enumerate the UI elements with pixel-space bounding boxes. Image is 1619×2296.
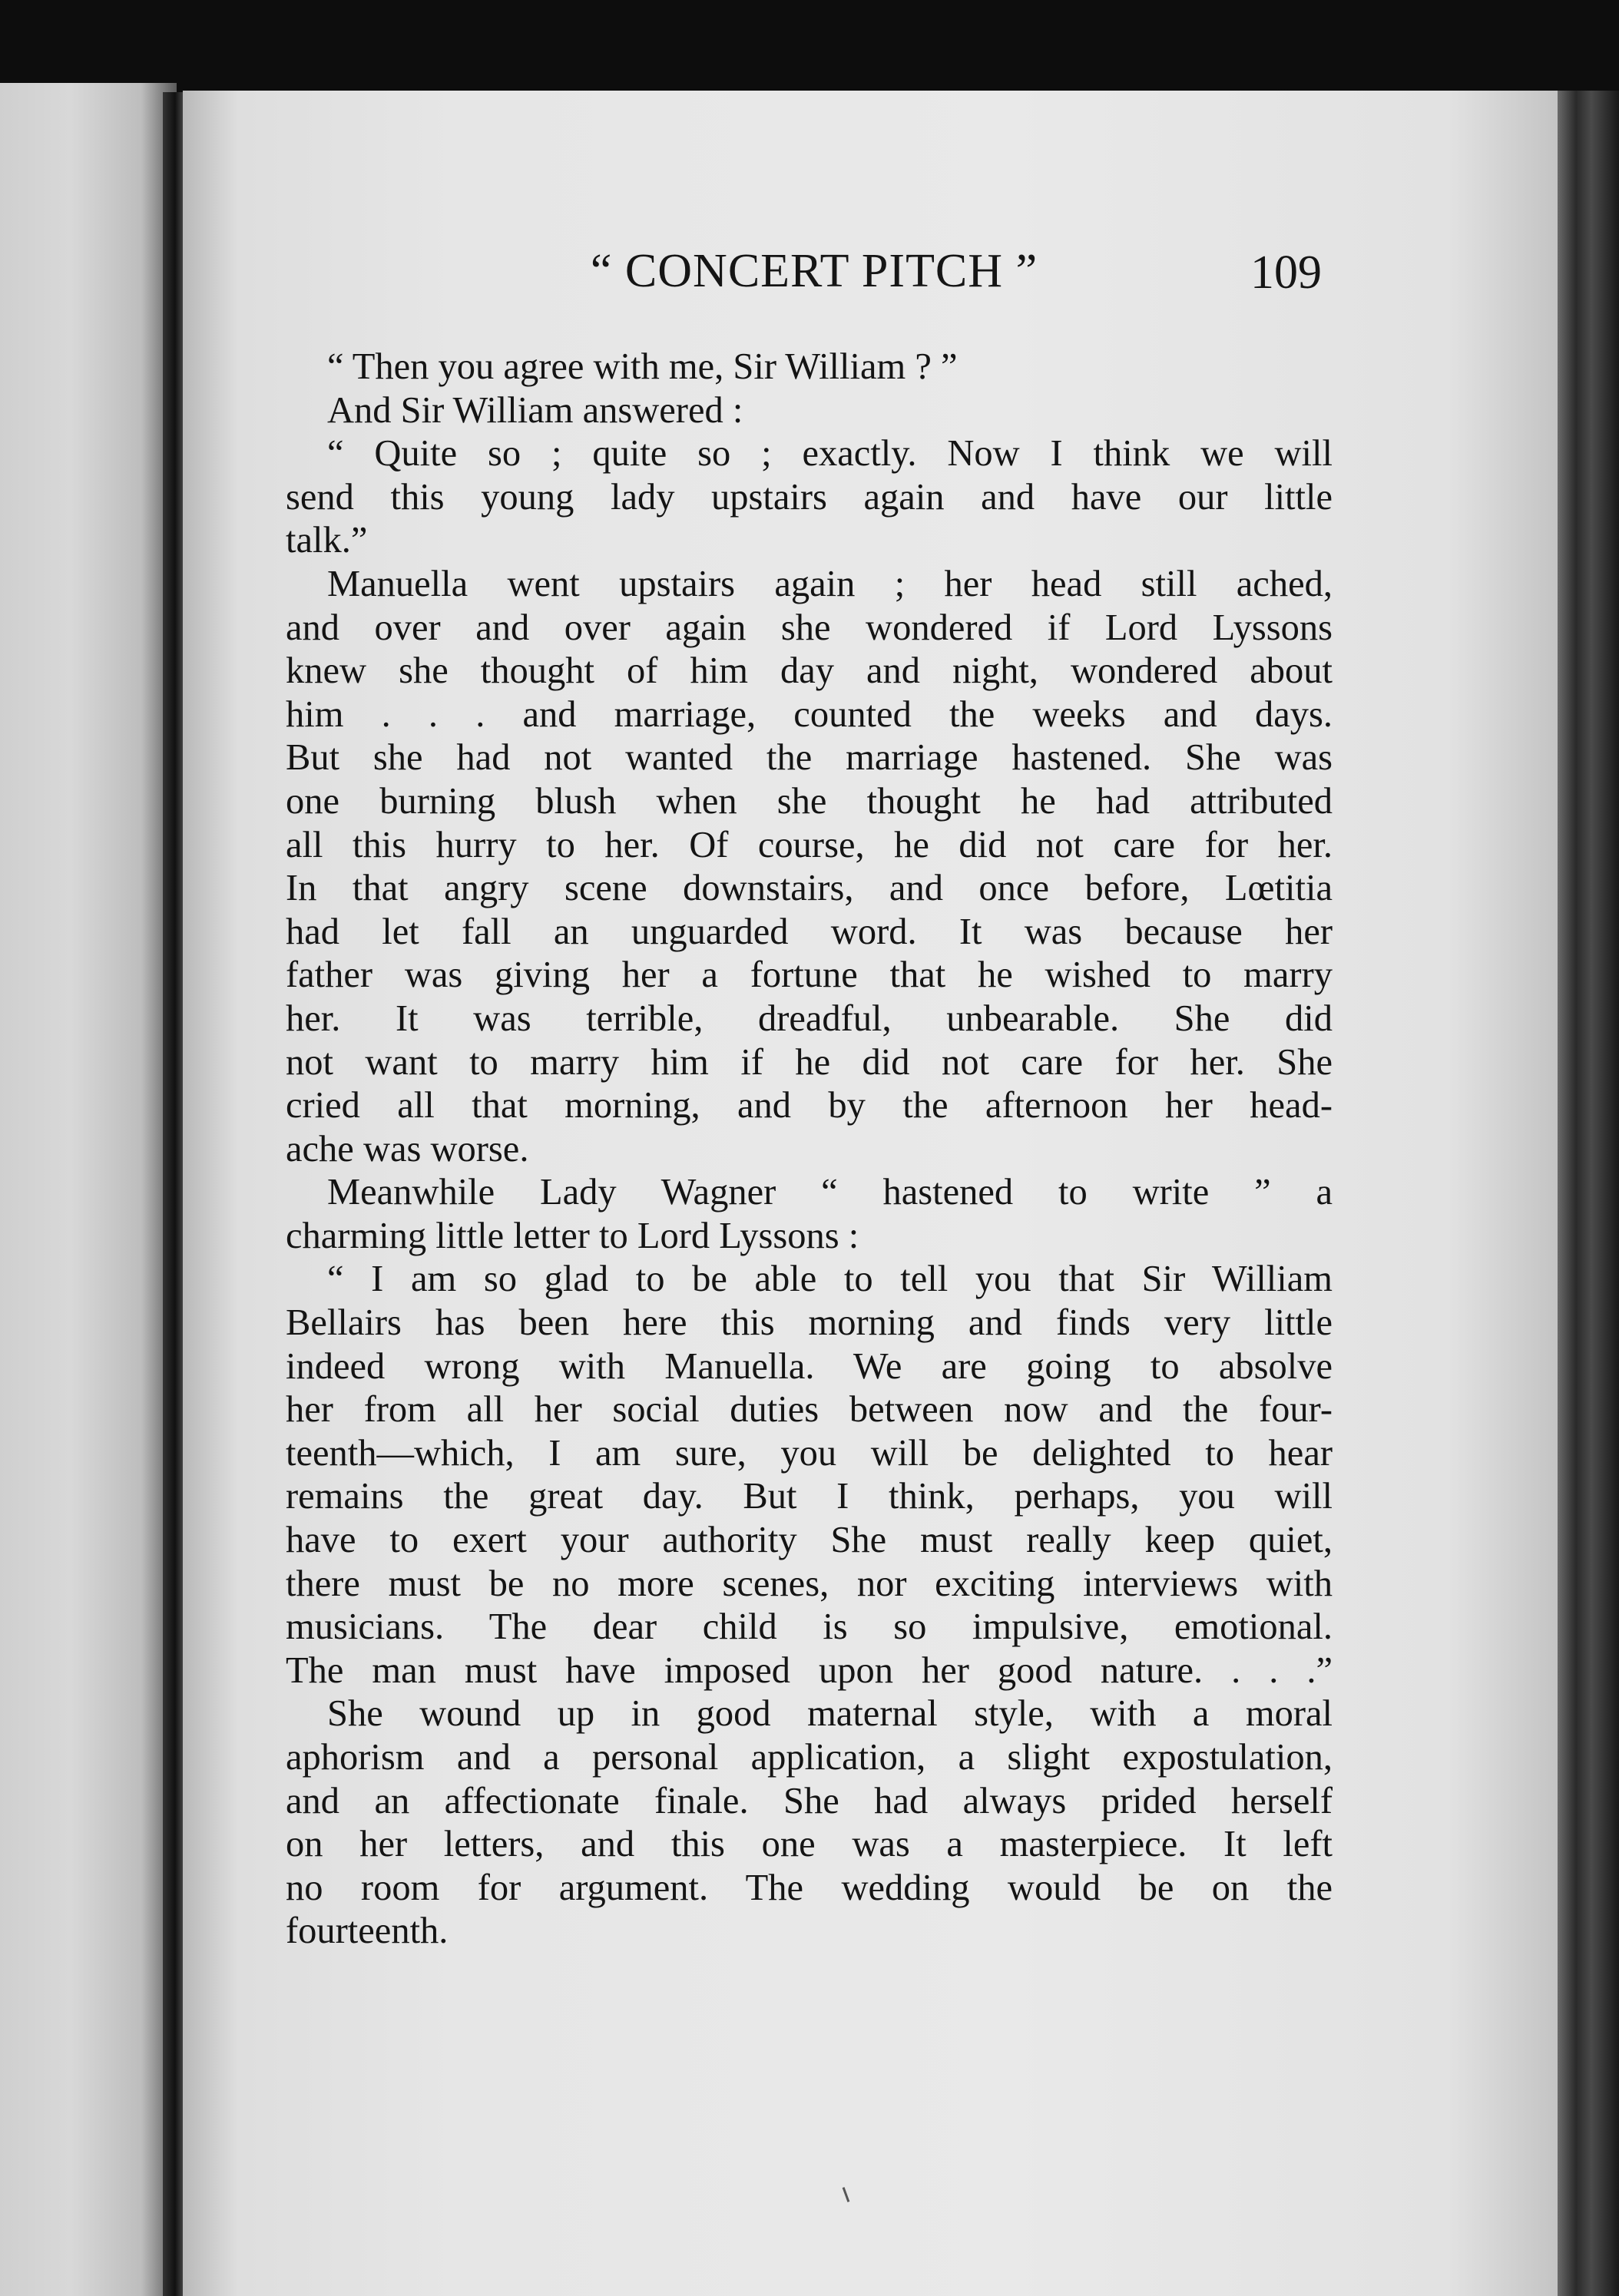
text-line: her. It was terrible, dreadful, unbearable. She did — [286, 997, 1333, 1039]
text-line: Manuella went upstairs again ; her head still ached, — [327, 563, 1333, 604]
text-line: teenth—which, I am sure, you will be delighted to hear — [286, 1432, 1333, 1474]
text-line: fourteenth. — [286, 1911, 449, 1952]
text-line: And Sir William answered : — [327, 389, 743, 431]
text-line: and an affectionate finale. She had always prided herself — [286, 1780, 1333, 1821]
text-line: and over and over again she wondered if Lord Lyssons — [286, 607, 1333, 648]
text-line: him . . . and marriage, counted the weeks and days. — [286, 693, 1333, 735]
text-line: Meanwhile Lady Wagner “ hastened to write ” a — [327, 1172, 1333, 1213]
body-text — [286, 346, 1333, 1954]
text-line: In that angry scene downstairs, and once before, Lœtitia — [286, 868, 1333, 909]
text-line: ache was worse. — [286, 1128, 529, 1170]
page-stack-edge — [1558, 91, 1619, 2296]
text-line: on her letters, and this one was a masterpiece. It left — [286, 1824, 1333, 1865]
text-line: send this young lady upstairs again and have our little — [286, 476, 1333, 518]
text-line: talk.” — [286, 520, 368, 561]
text-line: “ I am so glad to be able to tell you that Sir William — [327, 1259, 1333, 1300]
facing-page-edge — [0, 83, 177, 2296]
text-line: But she had not wanted the marriage hastened. She was — [286, 737, 1333, 779]
text-line: musicians. The dear child is so impulsive, emotional. — [286, 1606, 1333, 1648]
text-line: not want to marry him if he did not care for her. She — [286, 1041, 1333, 1083]
text-line: her from all her social duties between now and the four- — [286, 1389, 1333, 1431]
text-line: all this hurry to her. Of course, he did not care for her. — [286, 824, 1333, 865]
text-line: cried all that morning, and by the afternoon her head- — [286, 1085, 1333, 1126]
text-line: The man must have imposed upon her good nature. . . .” — [286, 1649, 1333, 1691]
text-line: remains the great day. But I think, perhaps, you will — [286, 1476, 1333, 1517]
text-line: knew she thought of him day and night, wondered about — [286, 650, 1333, 692]
text-line: indeed wrong with Manuella. We are going to absolve — [286, 1345, 1333, 1387]
text-line: charming little letter to Lord Lyssons : — [286, 1215, 859, 1256]
text-line: She wound up in good maternal style, with a moral — [327, 1693, 1333, 1735]
text-line: “ Then you agree with me, Sir William ? ” — [327, 346, 958, 387]
text-line: father was giving her a fortune that he wished to marry — [286, 954, 1333, 996]
running-head: “ CONCERT PITCH ” — [590, 245, 1038, 297]
page-number: 109 — [1250, 246, 1322, 299]
text-line: Bellairs has been here this morning and finds very little — [286, 1302, 1333, 1344]
text-line: one burning blush when she thought he had attributed — [286, 780, 1333, 822]
text-line: no room for argument. The wedding would be on the — [286, 1867, 1333, 1908]
text-line: “ Quite so ; quite so ; exactly. Now I think we will — [327, 433, 1333, 475]
text-line: had let fall an unguarded word. It was because her — [286, 911, 1333, 952]
text-line: have to exert your authority She must really keep quiet, — [286, 1520, 1333, 1561]
text-line: there must be no more scenes, nor exciting interviews with — [286, 1563, 1333, 1604]
text-line: aphorism and a personal application, a slight expostulation, — [286, 1737, 1333, 1778]
